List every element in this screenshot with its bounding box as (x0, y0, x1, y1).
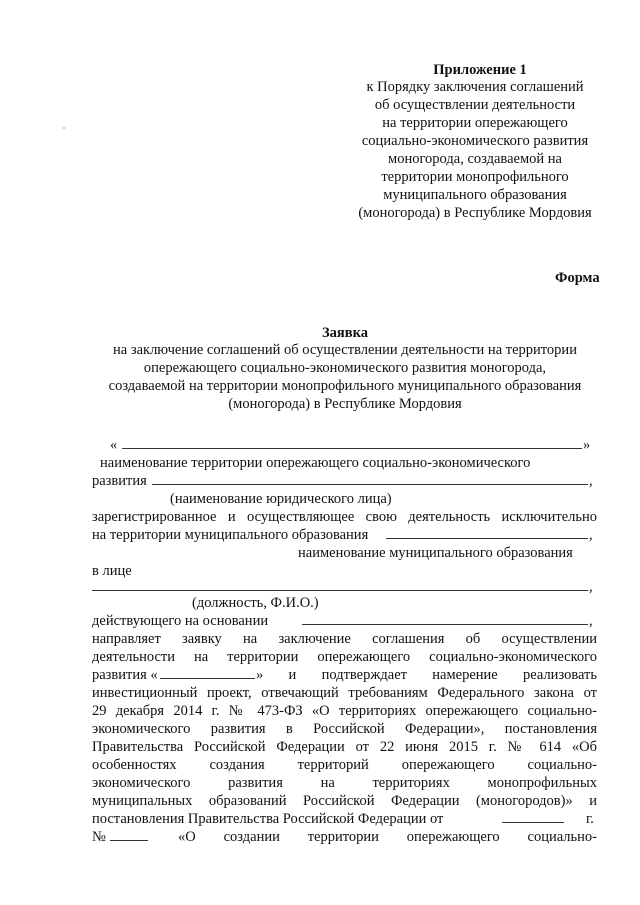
line-end-comma: , (589, 473, 593, 489)
body-line: постановления Правительства Российской Федерации от (92, 811, 444, 827)
line-end-comma: , (589, 613, 593, 629)
application-subtitle-line: на заключение соглашений об осуществлении деятельности на территории (113, 342, 577, 358)
body-line: » и подтверждает намерение реализовать (256, 667, 597, 683)
territory-caption: наименование территории опережающего социально-экономического (100, 455, 531, 471)
application-subtitle-line: создаваемой на территории монопрофильного муниципального образования (108, 378, 582, 394)
appendix-line: социально-экономического развития (361, 133, 589, 149)
appendix-line: к Порядку заключения соглашений (366, 79, 584, 95)
body-line: развития « (92, 667, 158, 683)
line-end-comma: , (589, 579, 593, 595)
municipal-blank (386, 526, 588, 539)
date-blank (502, 810, 564, 823)
basis-blank (302, 612, 588, 625)
person-caption: (должность, Ф.И.О.) (192, 595, 319, 611)
quote-open: « (110, 437, 118, 453)
legal-entity-blank (152, 472, 588, 485)
person-prefix: в лице (92, 563, 132, 579)
appendix-line: (моногорода) в Республике Мордовия (358, 205, 592, 221)
body-line: экономического развития на территориях монопрофильных (92, 775, 597, 791)
application-title: Заявка (322, 325, 368, 341)
quote-close: » (583, 437, 591, 453)
appendix-line: муниципального образования (383, 187, 567, 203)
body-line: № (92, 829, 106, 845)
appendix-line: моногорода, создаваемой на (388, 151, 562, 167)
line-end-comma: , (589, 527, 593, 543)
body-line: направляет заявку на заключение соглашения об осуществлении (92, 631, 597, 647)
appendix-line: на территории опережающего (382, 115, 568, 131)
body-line: г. (586, 811, 594, 827)
body-line: инвестиционный проект, отвечающий требованиям Федерального закона от (92, 685, 597, 701)
appendix-line: территории монопрофильного (381, 169, 569, 185)
body-line: 29 декабря 2014 г. № 473-ФЗ «О территориях опережающего социально- (92, 703, 597, 719)
body-line: муниципальных образований Российской Федерации (моногородов)» и (92, 793, 597, 809)
body-line: экономического развития в Российской Федерации», постановления (92, 721, 597, 737)
form-label: Форма (555, 270, 600, 286)
territory-name-blank (122, 436, 582, 449)
legal-entity-caption: (наименование юридического лица) (170, 491, 392, 507)
municipal-caption: наименование муниципального образования (298, 545, 573, 561)
number-blank (110, 828, 148, 841)
body-line: деятельности на территории опережающего социально-экономического (92, 649, 597, 665)
municipal-prefix: на территории муниципального образования (92, 527, 369, 543)
body-line: Правительства Российской Федерации от 22 июня 2015 г. № 614 «Об (92, 739, 597, 755)
registered-text: зарегистрированное и осуществляющее свою деятельность исключительно (92, 509, 597, 525)
body-line: «О создании территории опережающего социально- (178, 829, 597, 845)
territory-caption-cont: развития (92, 473, 147, 489)
territory-short-blank (160, 666, 255, 679)
person-blank (92, 578, 588, 591)
appendix-line: об осуществлении деятельности (374, 97, 576, 113)
scan-speck (63, 127, 65, 129)
basis-prefix: действующего на основании (92, 613, 269, 629)
appendix-title: Приложение 1 (433, 62, 527, 78)
application-subtitle-line: опережающего социально-экономического развития моногорода, (143, 360, 547, 376)
body-line: особенностях создания территорий опережающего социально- (92, 757, 597, 773)
application-subtitle-line: (моногорода) в Республике Мордовия (228, 396, 462, 412)
